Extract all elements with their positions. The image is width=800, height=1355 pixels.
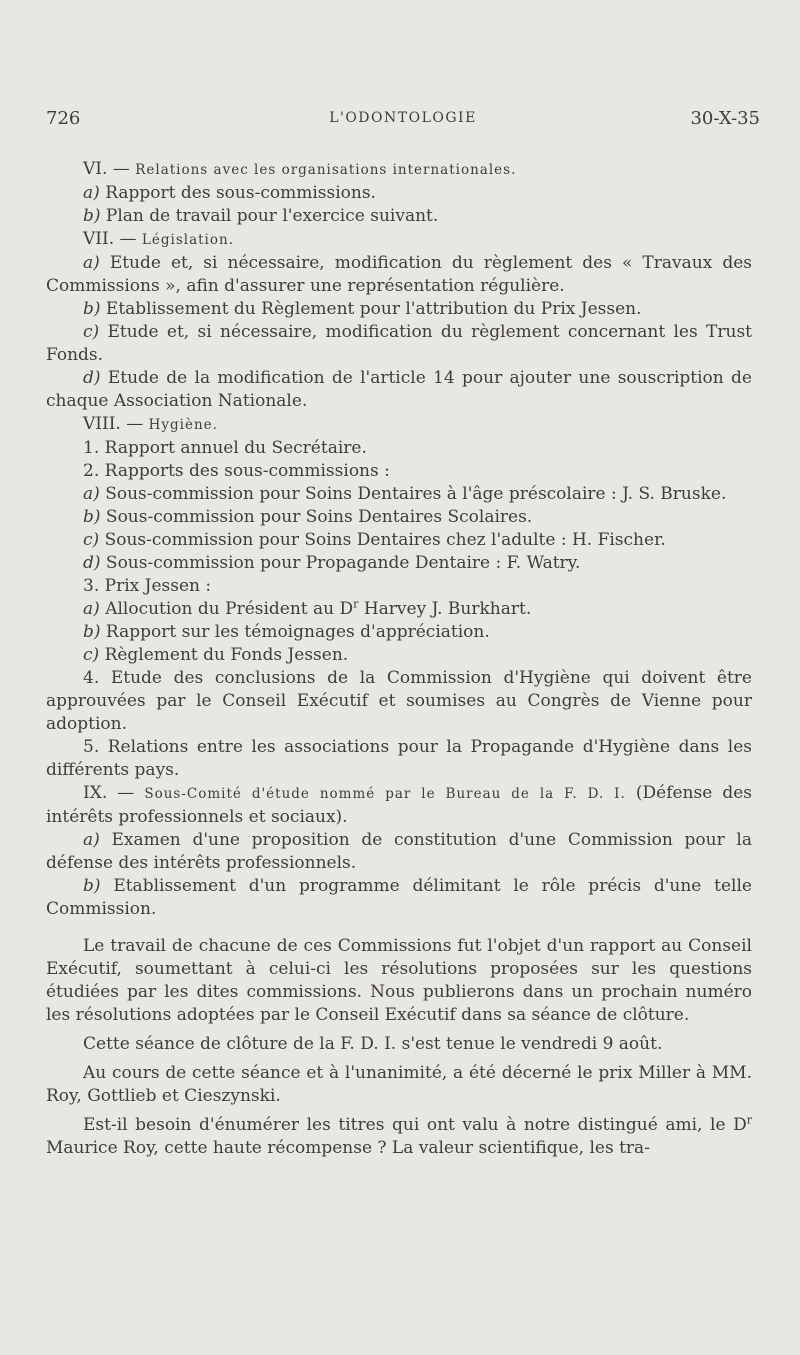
list-item: b) Etablissement d'un programme délimitant le rôle précis d'une telle Commission. <box>46 876 752 919</box>
paragraph: Le travail de chacune de ces Commissions fut l'objet d'un rapport au Conseil Exécutif, soumettant à celui-ci les résolutions proposées sur les questions étudiées par les dites commissions. Nous publierons dans un prochain numéro les résolutions adoptées par le Conseil Exécutif dans sa séance de clôture. <box>46 936 752 1025</box>
paragraph: Cette séance de clôture de la F. D. I. s'est tenue le vendredi 9 août. <box>83 1034 663 1054</box>
list-item: c) Sous-commission pour Soins Dentaires chez l'adulte : H. Fischer. <box>83 530 666 550</box>
list-item: b) Rapport sur les témoignages d'appréciation. <box>83 622 490 642</box>
section-heading: VI. — Relations avec les organisations internationales. <box>83 159 517 179</box>
list-item: a) Examen d'une proposition de constitution d'une Commission pour la défense des intérêts professionnels. <box>46 830 752 873</box>
section-heading: IX. — Sous-Comité d'étude nommé par le Bureau de la F. D. I. (Défense des intérêts professionnels et sociaux). <box>46 783 752 827</box>
list-item: 1. Rapport annuel du Secrétaire. <box>83 438 367 458</box>
list-item: a) Sous-commission pour Soins Dentaires à l'âge préscolaire : J. S. Bruske. <box>83 484 727 504</box>
list-item: 5. Relations entre les associations pour la Propagande d'Hygiène dans les différents pays. <box>46 737 753 780</box>
list-item: b) Plan de travail pour l'exercice suivant. <box>83 206 439 226</box>
paragraph: Au cours de cette séance et à l'unanimité, a été décerné le prix Miller à MM. Roy, Gottlieb et Cieszynski. <box>46 1063 752 1106</box>
list-item: c) Etude et, si nécessaire, modification du règlement concernant les Trust Fonds. <box>46 322 752 365</box>
paragraph: Est-il besoin d'énumérer les titres qui ont valu à notre distingué ami, le $D^r$ Maurice Roy, cette haute récompense ? La valeur scientifique, les tra- <box>46 1113 752 1158</box>
section-heading: VII. — Législation. <box>83 229 234 249</box>
journal-title: L'ODONTOLOGIE <box>329 110 477 126</box>
issue-date: 30-X-35 <box>690 108 760 129</box>
article-body <box>46 158 752 1160</box>
list-item: d) Sous-commission pour Propagande Dentaire : F. Watry. <box>83 553 581 573</box>
running-header <box>46 108 760 130</box>
list-item: b) Sous-commission pour Soins Dentaires Scolaires. <box>83 507 533 527</box>
section-heading: VIII. — Hygiène. <box>83 414 218 434</box>
list-item: a) Allocution du Président au $D^r$ Harvey J. Burkhart. <box>83 597 532 619</box>
list-item: a) Rapport des sous-commissions. <box>83 183 376 203</box>
list-item: c) Règlement du Fonds Jessen. <box>83 645 349 665</box>
list-item: d) Etude de la modification de l'article 14 pour ajouter une souscription de chaque Association Nationale. <box>46 368 752 411</box>
list-item: 2. Rapports des sous-commissions : <box>83 461 390 481</box>
list-item: 4. Etude des conclusions de la Commission d'Hygiène qui doivent être approuvées par le Conseil Exécutif et soumises au Congrès de Vienne pour adoption. <box>46 668 752 734</box>
list-item: 3. Prix Jessen : <box>83 576 212 596</box>
page-number: 726 <box>46 108 81 129</box>
list-item: b) Etablissement du Règlement pour l'attribution du Prix Jessen. <box>83 299 642 319</box>
list-item: a) Etude et, si nécessaire, modification du règlement des « Travaux des Commissions », afin d'assurer une représentation régulière. <box>46 253 752 296</box>
